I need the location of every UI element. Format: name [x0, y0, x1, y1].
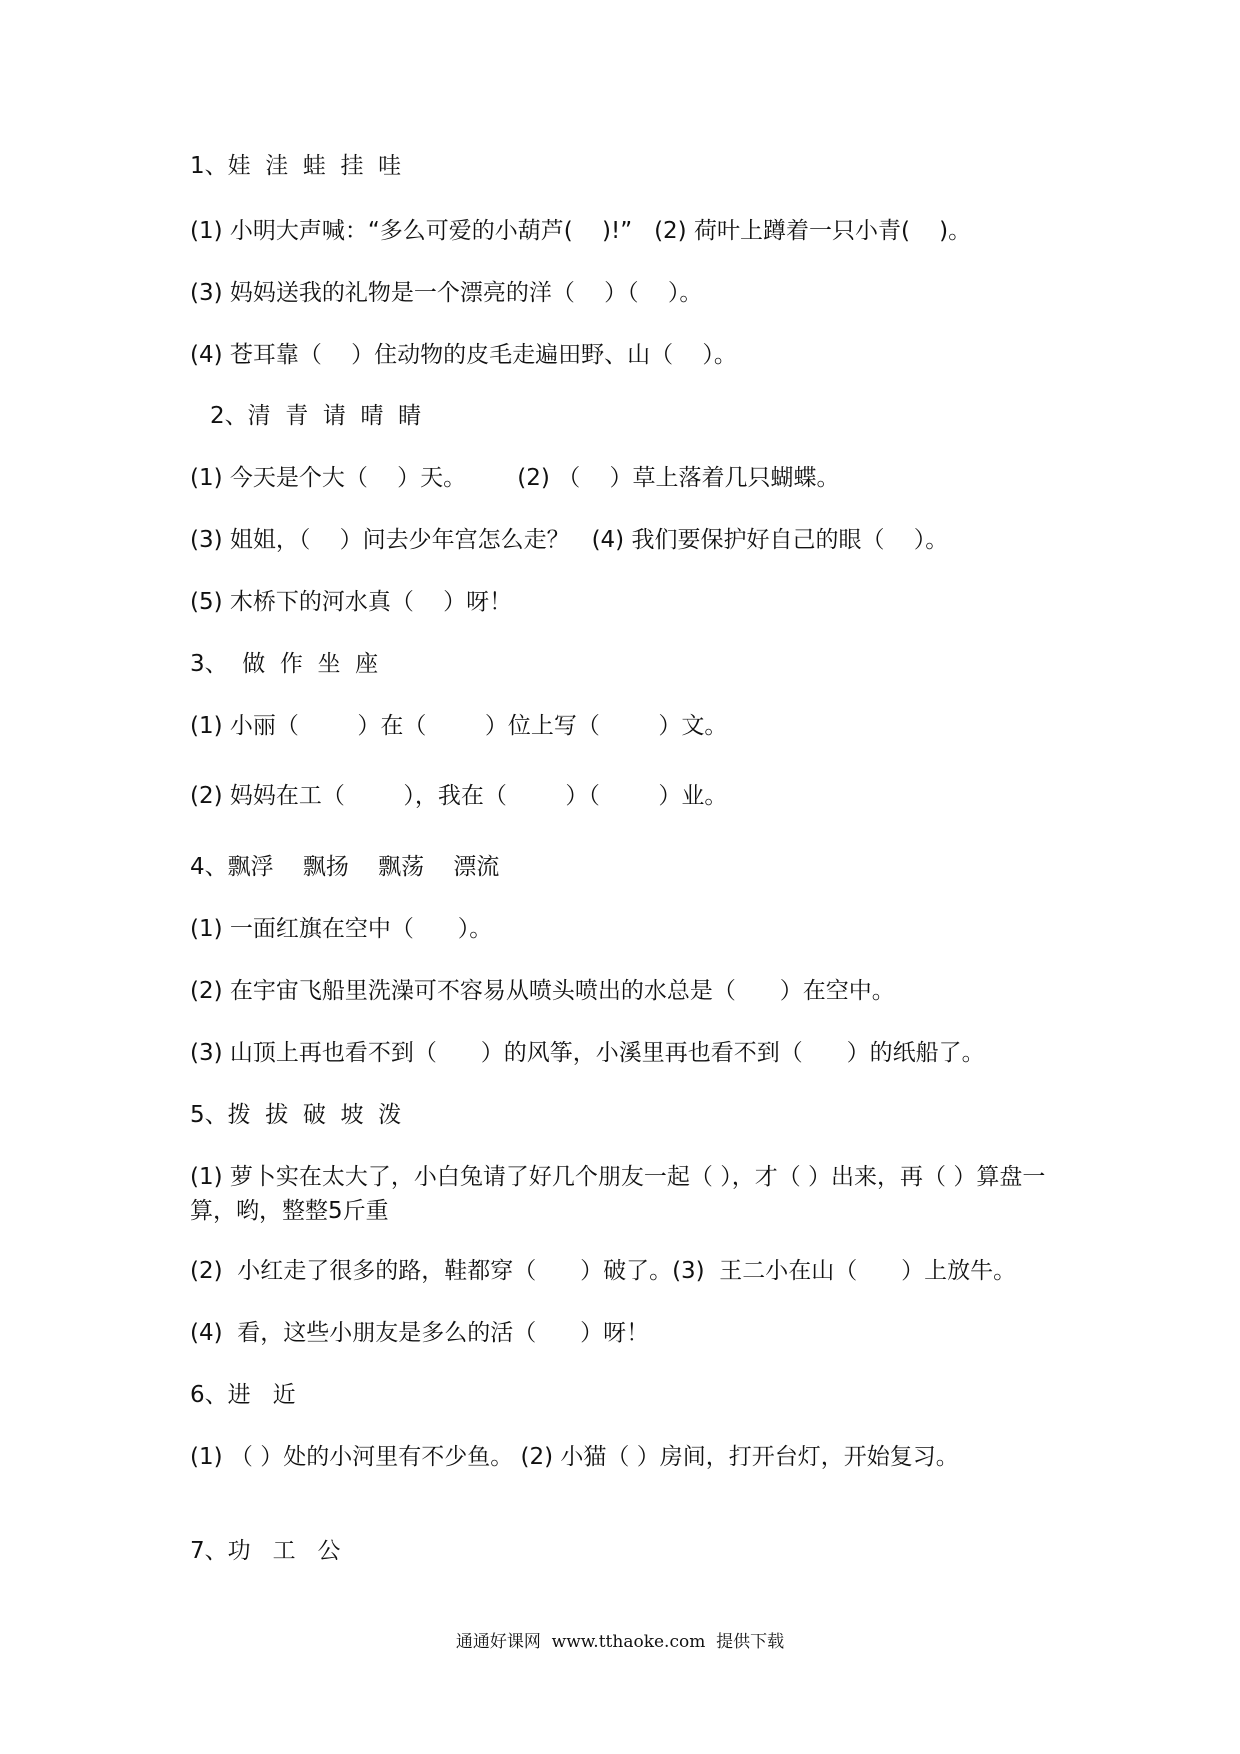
question-4-2: (2) 在宇宙飞船里洗澡可不容易从喷头喷出的水总是（ ）在空中。 [190, 978, 895, 1004]
question-3-2: (2) 妈妈在工（ ），我在（ ）（ ）业。 [190, 783, 728, 809]
section-1-heading: 1、娃 洼 蛙 挂 哇 [190, 153, 402, 179]
question-1-1-2: (1) 小明大声喊：“多么可爱的小葫芦( )!” (2) 荷叶上蹲着一只小青( )。 [190, 218, 972, 244]
question-2-1-2: (1) 今天是个大（ ）天。 (2) （ ）草上落着几只蝴蝶。 [190, 465, 840, 491]
question-1-4: (4) 苍耳靠（ ）住动物的皮毛走遍田野、山（ ）。 [190, 342, 737, 368]
section-3-heading: 3、 做 作 坐 座 [190, 651, 379, 677]
footer-source-credit: 通通好课网 www.tthaoke.com 提供下载 [455, 1632, 785, 1652]
question-5-4: (4) 看，这些小朋友是多么的活（ ）呀！ [190, 1320, 650, 1346]
question-5-2-3: (2) 小红走了很多的路，鞋都穿（ ）破了。(3) 王二小在山（ ）上放牛。 [190, 1258, 1017, 1284]
section-4-heading: 4、飘浮 飘扬 飘荡 漂流 [190, 854, 500, 880]
section-6-heading: 6、进 近 [190, 1382, 296, 1408]
question-4-1: (1) 一面红旗在空中（ ）。 [190, 916, 493, 942]
question-2-5: (5) 木桥下的河水真（ ）呀！ [190, 589, 513, 615]
question-4-3: (3) 山顶上再也看不到（ ）的风筝，小溪里再也看不到（ ）的纸船了。 [190, 1040, 985, 1066]
section-2-heading: 2、清 青 请 晴 睛 [210, 403, 422, 429]
question-3-1: (1) 小丽（ ）在（ ）位上写（ ）文。 [190, 713, 728, 739]
question-2-3-4: (3) 姐姐，（ ）问去少年宫怎么走？ (4) 我们要保护好自己的眼（ ）。 [190, 527, 949, 553]
section-5-heading: 5、拨 拔 破 坡 泼 [190, 1102, 402, 1128]
question-6-1-2: (1) （ ）处的小河里有不少鱼。 (2) 小猫（ ）房间，打开台灯，开始复习。 [190, 1444, 959, 1470]
section-7-heading: 7、功 工 公 [190, 1538, 341, 1564]
question-1-3: (3) 妈妈送我的礼物是一个漂亮的洋（ ）（ ）。 [190, 280, 703, 306]
question-5-1: (1) 萝卜实在太大了，小白兔请了好几个朋友一起（ ），才（ ）出来，再（ ）算盘一算，哟，整整5斤重 [190, 1164, 1046, 1224]
